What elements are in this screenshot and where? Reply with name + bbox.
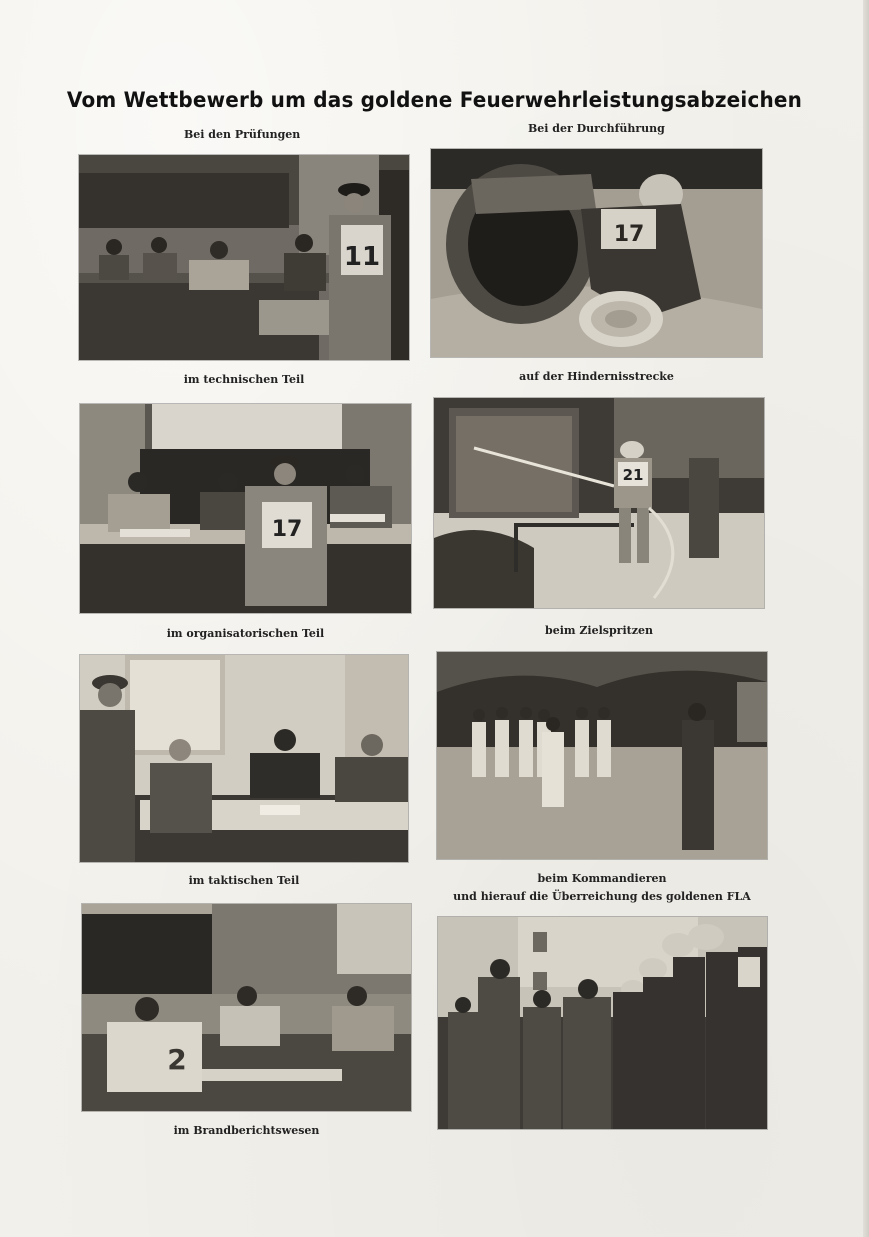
page-title: Vom Wettbewerb um das goldene Feuerwehrleistungsabzeichen bbox=[66, 88, 803, 113]
bib-number-p3: 17 bbox=[271, 517, 303, 542]
photo-commanding bbox=[437, 652, 767, 859]
photo-target-spraying-image bbox=[434, 398, 764, 608]
photo-fire-reporting bbox=[82, 904, 411, 1111]
photo-fire-reporting-image bbox=[82, 904, 411, 1111]
bib-number-p7: 2 bbox=[167, 1043, 187, 1076]
photo-organizational-part-image bbox=[80, 404, 411, 613]
page-edge bbox=[863, 0, 869, 1237]
photo-tactical-part-image bbox=[80, 655, 408, 862]
photo-commanding-image bbox=[437, 652, 767, 859]
bib-number-p4: 21 bbox=[622, 466, 644, 484]
bib-number-p1: 11 bbox=[343, 242, 381, 272]
caption-tactical-part: im taktischen Teil bbox=[188, 874, 300, 887]
photo-tactical-part bbox=[80, 655, 408, 862]
photo-obstacle-course-image bbox=[431, 149, 762, 357]
photo-technical-part-image bbox=[79, 155, 409, 360]
bib-number-p2: 17 bbox=[613, 222, 645, 247]
caption-fire-reporting: im Brandberichtswesen bbox=[173, 1124, 320, 1137]
photo-target-spraying bbox=[434, 398, 764, 608]
caption-technical-part: im technischen Teil bbox=[183, 373, 305, 386]
photo-obstacle-course bbox=[431, 149, 762, 357]
photo-technical-part bbox=[79, 155, 409, 360]
caption-obstacle-course: auf der Hindernisstrecke bbox=[519, 370, 674, 383]
photo-award-ceremony bbox=[438, 917, 767, 1129]
column-heading-right: Bei der Durchführung bbox=[528, 122, 665, 135]
caption-organizational-part: im organisatorischen Teil bbox=[166, 627, 325, 640]
caption-target-spraying: beim Zielspritzen bbox=[545, 624, 653, 637]
caption-award-ceremony: und hierauf die Überreichung des goldenen FLA bbox=[453, 890, 751, 903]
column-heading-left: Bei den Prüfungen bbox=[184, 128, 301, 141]
photo-organizational-part bbox=[80, 404, 411, 613]
caption-commanding: beim Kommandieren bbox=[537, 872, 667, 885]
photo-award-ceremony-image bbox=[438, 917, 767, 1129]
